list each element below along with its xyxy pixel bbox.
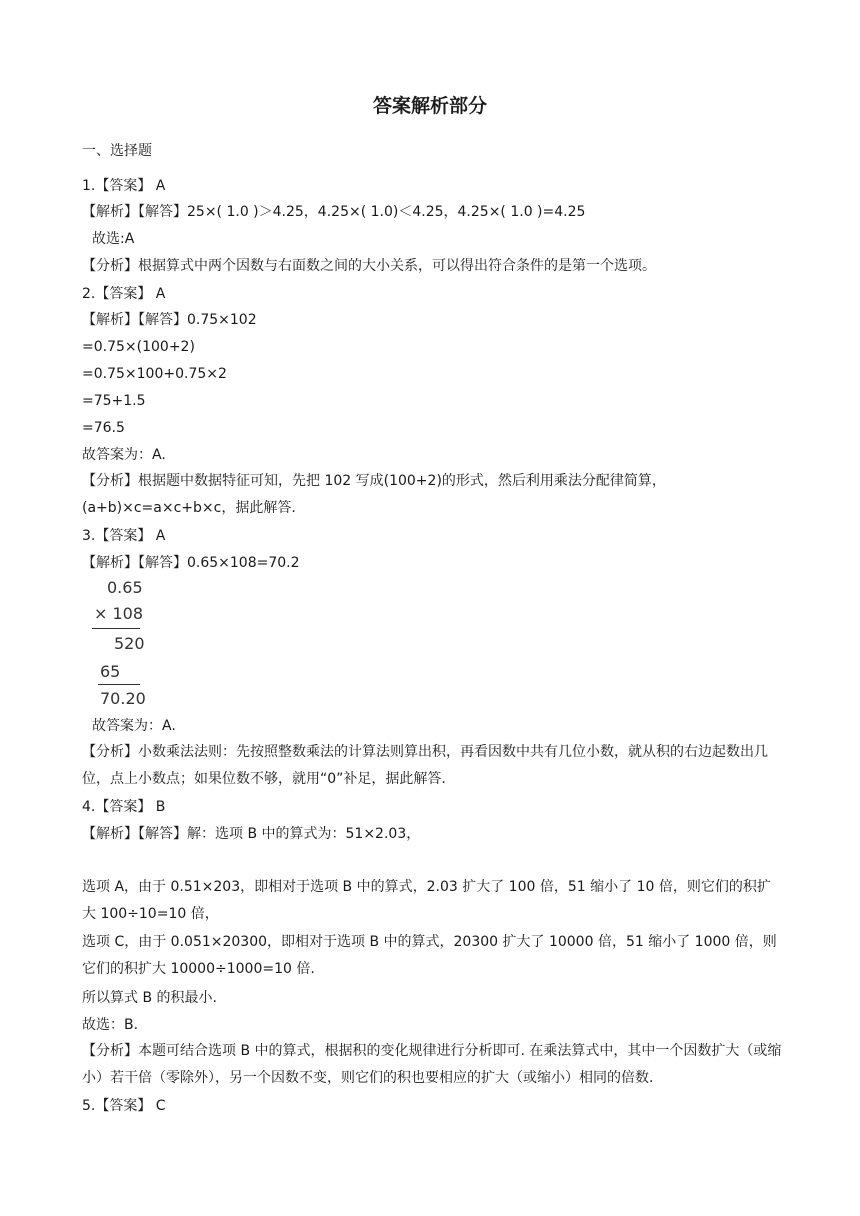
q3-analysis: 【分析】小数乘法法则：先按照整数乘法的计算法则算出积，再看因数中共有几位小数，就从积的右边起数出几位，点上小数点；如果位数不够，就用“0”补足，据此解答.: [82, 744, 768, 787]
q4-solution: 【解析】【解答】解：选项 B 中的算式为：51×2.03，: [82, 826, 421, 842]
q2-step-2: =0.75×100+0.75×2: [82, 366, 227, 382]
calc-partial-2: 65: [100, 662, 121, 681]
calc-partial-1: 520: [114, 634, 145, 653]
section-heading: 一、选择题: [82, 143, 152, 159]
calc-multiplier: × 108: [94, 604, 144, 623]
q2-step-4: =76.5: [82, 420, 125, 436]
calc-rule-top: [92, 628, 140, 629]
calc-multiplicand: 0.65: [107, 578, 143, 597]
q4-conclusion: 故选：B.: [82, 1017, 139, 1033]
q3-conclusion: 故答案为：A.: [92, 718, 176, 734]
q3-answer: 3.【答案】 A: [82, 528, 166, 544]
calc-result: 70.20: [100, 689, 146, 708]
q1-conclusion: 故选:A: [92, 231, 135, 247]
q2-analysis: 【分析】根据题中数据特征可知，先把 102 写成(100+2)的形式，然后利用乘法分配律简算，(a+b)×c=a×c+b×c，据此解答.: [82, 473, 666, 516]
page-title: 答案解析部分: [372, 95, 487, 117]
q2-conclusion: 故答案为：A.: [82, 447, 166, 463]
q4-analysis: 【分析】本题可结合选项 B 中的算式，根据积的变化规律进行分析即可. 在乘法算式中，其中一个因数扩大（或缩小）若干倍（零除外），另一个因数不变，则它们的积也要相应的扩大（或缩小）相同的倍数.: [82, 1043, 782, 1086]
vertical-multiplication: [92, 578, 152, 712]
q2-step-1: =0.75×(100+2): [82, 339, 195, 355]
q4-option-c: 选项 C，由于 0.051×20300，即相对于选项 B 中的算式，20300 扩大了 10000 倍，51 缩小了 1000 倍，则它们的积扩大 10000÷1000=10 倍.: [82, 934, 777, 977]
q2-solution: 【解析】【解答】0.75×102: [82, 312, 257, 328]
q4-answer: 4.【答案】 B: [82, 799, 166, 815]
q1-analysis: 【分析】根据算式中两个因数与右面数之间的大小关系，可以得出符合条件的是第一个选项。: [82, 258, 656, 274]
q2-step-3: =75+1.5: [82, 393, 146, 409]
q1-solution: 【解析】【解答】25×( 1.0 )＞4.25，4.25×( 1.0)＜4.25，4.25×( 1.0 )=4.25: [82, 204, 586, 220]
q4-option-a: 选项 A，由于 0.51×203，即相对于选项 B 中的算式，2.03 扩大了 100 倍，51 缩小了 10 倍，则它们的积扩大 100÷10=10 倍，: [82, 879, 771, 922]
q5-answer: 5.【答案】 C: [82, 1098, 166, 1114]
calc-rule-bottom: [98, 684, 140, 685]
q4-smallest: 所以算式 B 的积最小.: [82, 990, 217, 1006]
q1-answer: 1.【答案】 A: [82, 178, 166, 194]
q2-answer: 2.【答案】 A: [82, 286, 166, 302]
q3-solution: 【解析】【解答】0.65×108=70.2: [82, 555, 300, 571]
